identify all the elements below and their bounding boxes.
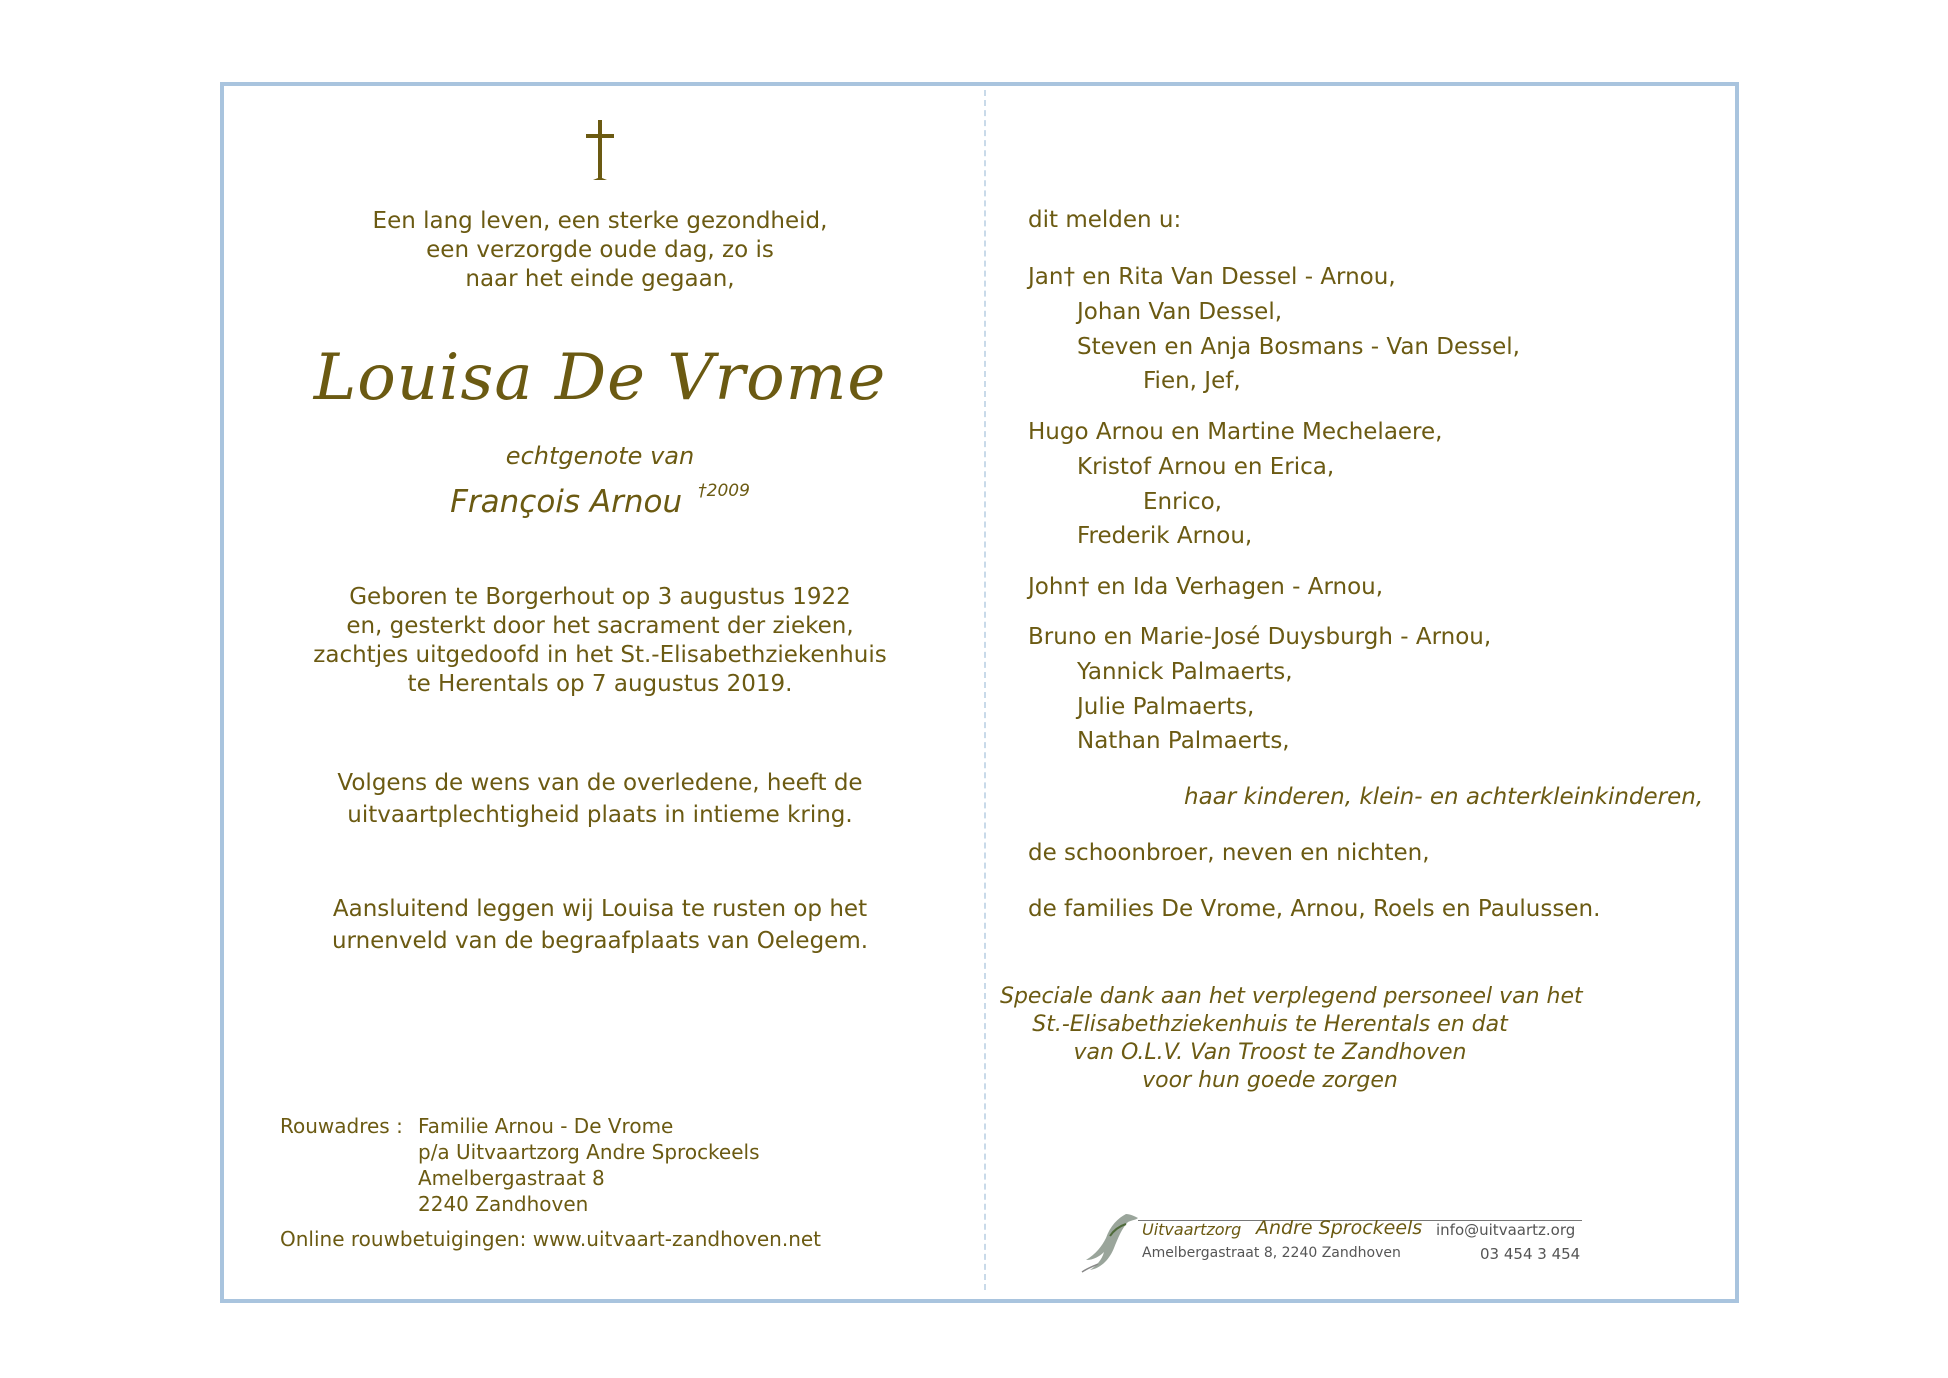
- burial-line: Aansluitend leggen wij Louisa te rusten op het: [332, 896, 868, 922]
- family-member-line: Julie Palmaerts,: [1077, 694, 1255, 720]
- intro-line: Een lang leven, een sterke gezondheid,: [372, 208, 828, 234]
- address-line: 2240 Zandhoven: [418, 1192, 589, 1216]
- intro-line: een verzorgde oude dag, zo is: [426, 237, 774, 263]
- deceased-name: Louisa De Vrome: [313, 341, 887, 415]
- family-member-line: Frederik Arnou,: [1077, 523, 1253, 549]
- family-member-line: Yannick Palmaerts,: [1077, 659, 1293, 685]
- intro-text: [300, 207, 900, 294]
- address-line: Amelbergastraat 8: [418, 1166, 605, 1190]
- birth-line: Geboren te Borgerhout op 3 augustus 1922: [349, 584, 851, 610]
- burial-text: [300, 893, 900, 957]
- family-member-line: Enrico,: [1143, 489, 1222, 515]
- birth-line: en, gesterkt door het sacrament der zieken,: [346, 613, 854, 639]
- company-phone: 03 454 3 454: [1480, 1245, 1581, 1263]
- burial-line: urnenveld van de begraafplaats van Oelegem.: [331, 928, 869, 954]
- birth-line: zachtjes uitgedoofd in het St.-Elisabethziekenhuis: [313, 642, 887, 668]
- family-member-line: Kristof Arnou en Erica,: [1077, 454, 1335, 480]
- family-member-line: Johan Van Dessel,: [1077, 299, 1283, 325]
- company-address: Amelbergastraat 8, 2240 Zandhoven: [1142, 1245, 1401, 1261]
- thanks-line: Speciale dank aan het verplegend personeel van het: [1000, 984, 1583, 1009]
- spouse-label: echtgenote van: [505, 442, 695, 470]
- company-name: Andre Sprockeels: [1256, 1217, 1423, 1239]
- grandchildren-line: haar kinderen, klein- en achterkleinkinderen,: [1184, 784, 1704, 810]
- address-line: p/a Uitvaartzorg Andre Sprockeels: [418, 1140, 760, 1164]
- intro-line: naar het einde gegaan,: [465, 266, 735, 292]
- family-member-line: Nathan Palmaerts,: [1077, 728, 1290, 754]
- birth-text: [300, 583, 900, 699]
- family-member-line: John† en Ida Verhagen - Arnou,: [1028, 574, 1384, 600]
- fold-line: [984, 90, 986, 1290]
- family-member-line: Jan† en Rita Van Dessel - Arnou,: [1028, 264, 1396, 290]
- ceremony-line: Volgens de wens van de overledene, heeft de: [337, 770, 863, 796]
- spouse-name: François Arnou: [450, 484, 683, 520]
- family-member-line: Bruno en Marie-José Duysburgh - Arnou,: [1028, 624, 1492, 650]
- families-line: de families De Vrome, Arnou, Roels en Paulussen.: [1028, 896, 1601, 922]
- thanks-line: St.-Elisabethziekenhuis te Herentals en dat: [1032, 1012, 1508, 1037]
- family-member-line: Fien, Jef,: [1143, 368, 1241, 394]
- thanks-line: voor hun goede zorgen: [1142, 1068, 1398, 1093]
- spouse-line: [300, 482, 900, 527]
- right-heading: dit melden u:: [1028, 207, 1182, 233]
- spouse-death-year: †2009: [698, 481, 750, 501]
- family-member-line: Steven en Anja Bosmans - Van Dessel,: [1077, 334, 1520, 360]
- birth-line: te Herentals op 7 augustus 2019.: [407, 671, 793, 697]
- family-member-line: Hugo Arnou en Martine Mechelaere,: [1028, 419, 1443, 445]
- company-email[interactable]: info@uitvaartz.org: [1436, 1221, 1576, 1239]
- thanks-text: [1000, 983, 1583, 1095]
- ceremony-line: uitvaartplechtigheid plaats in intieme kring.: [347, 802, 853, 828]
- brother-in-law-line: de schoonbroer, neven en nichten,: [1028, 840, 1430, 866]
- ceremony-text: [300, 767, 900, 831]
- cross-icon: [583, 118, 617, 182]
- company-prefix: Uitvaartzorg: [1142, 1220, 1242, 1239]
- online-condolences: Online rouwbetuigingen: www.uitvaart-zandhoven.net: [280, 1227, 822, 1251]
- thanks-line: van O.L.V. Van Troost te Zandhoven: [1073, 1040, 1467, 1065]
- address-line: Familie Arnou - De Vrome: [418, 1114, 674, 1138]
- address-block: [418, 1113, 760, 1217]
- address-label: Rouwadres :: [280, 1114, 403, 1138]
- dove-icon: [1076, 1208, 1138, 1274]
